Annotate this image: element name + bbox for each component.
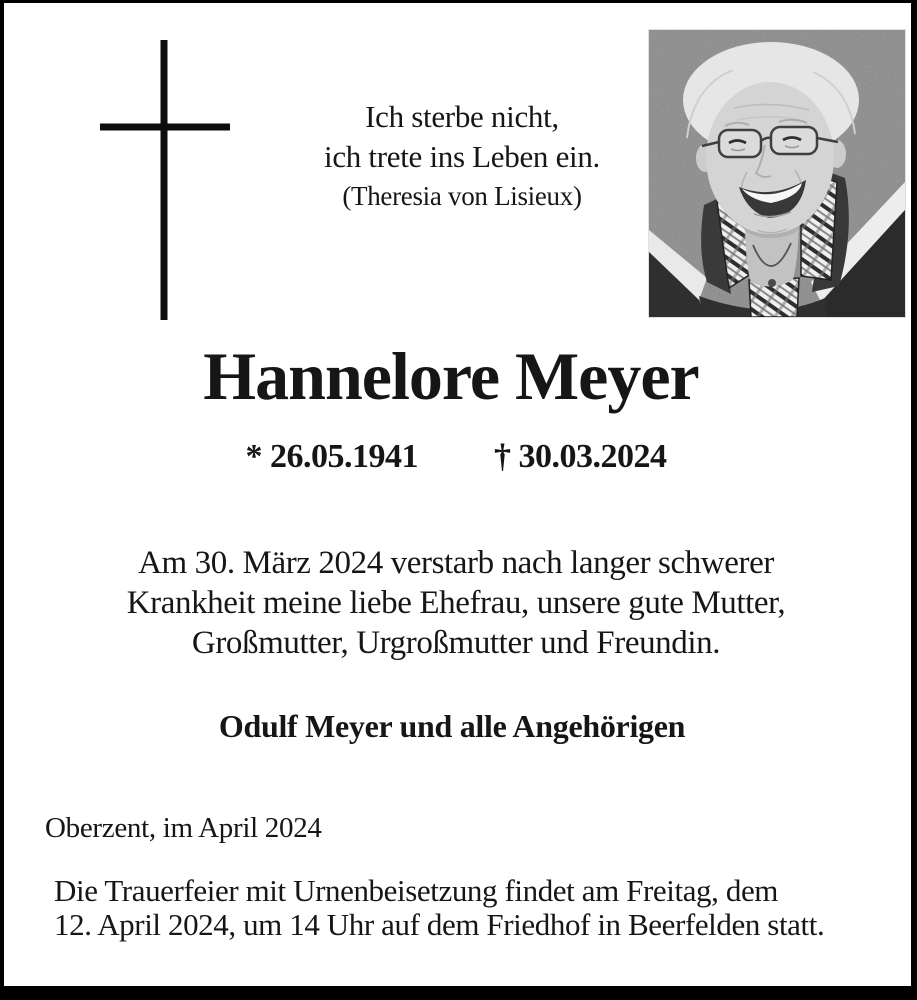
memorial-quote [262,97,662,211]
quote-attribution: (Theresia von Lisieux) [342,181,582,211]
life-dates [156,435,756,479]
funeral-line: 12. April 2024, um 14 Uhr auf dem Friedhof in Beerfelden statt. [54,907,825,942]
announcement-line: Am 30. März 2024 verstarb nach langer schwerer [138,545,774,581]
funeral-line: Die Trauerfeier mit Urnenbeisetzung findet am Freitag, dem [54,873,779,908]
place-date-line: Oberzent, im April 2024 [45,812,322,844]
memorial-cross-icon [94,33,239,328]
quote-line: Ich sterbe nicht, [365,99,559,134]
birth-date: * 26.05.1941 [245,438,418,475]
mourners-line: Odulf Meyer und alle Angehörigen [218,708,686,744]
announcement-line: Krankheit meine liebe Ehefrau, unsere gute Mutter, [126,585,786,621]
announcement-text [56,543,856,663]
funeral-info [54,874,894,942]
portrait-photo [649,30,905,317]
quote-line: ich trete ins Leben ein. [324,139,600,174]
deceased-name: Hannelore Meyer [203,338,699,414]
portrait-photo-image [649,30,905,317]
death-date: † 30.03.2024 [494,438,667,475]
announcement-line: Großmutter, Urgroßmutter und Freundin. [191,625,721,661]
